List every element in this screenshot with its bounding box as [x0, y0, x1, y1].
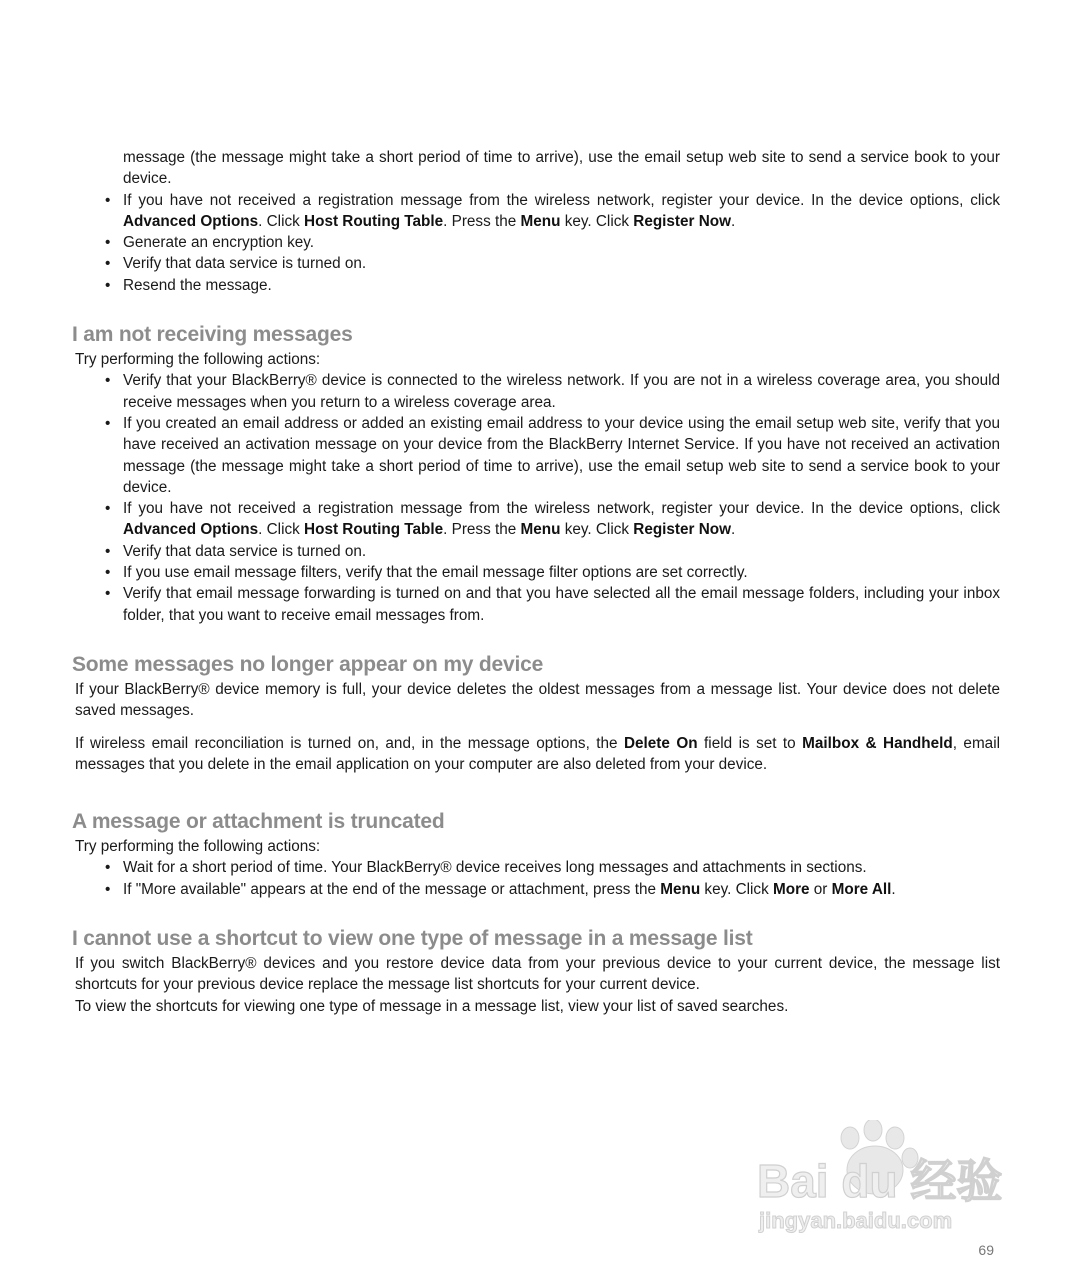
list-item: • Verify that email message forwarding is turned on and that you have selected all the email message folders, including your inbox folder, that you want to receive email messages from. — [72, 583, 1000, 626]
section-intro: Try performing the following actions: — [75, 351, 321, 369]
continuation-list — [72, 190, 1000, 296]
list-item: • Verify that data service is turned on. — [72, 253, 1000, 274]
section-paragraph: To view the shortcuts for viewing one type of message in a message list, view your list of saved searches. — [75, 997, 789, 1015]
section-heading-not-receiving: I am not receiving messages — [72, 323, 353, 347]
list-item: • If you have not received a registration message from the wireless network, register your device. In the device options, click Advanced Options. Click Host Routing Table. Press the Menu key. Click Register Now. — [72, 498, 1000, 541]
page-content — [72, 147, 1000, 1017]
continuation-text: message (the message might take a short period of time to arrive), use the email setup web site to send a service book to your device. — [123, 149, 1000, 188]
section-paragraph: If you switch BlackBerry® devices and you restore device data from your previous device to your current device, the message list shortcuts for your previous device replace the message list shortcuts for your current device. — [75, 955, 1000, 994]
truncated-list — [72, 857, 1000, 900]
section-heading-truncated: A message or attachment is truncated — [72, 810, 445, 834]
section-paragraph: If wireless email reconciliation is turned on, and, in the message options, the Delete On field is set to Mailbox & Handheld, email messages that you delete in the email application on your computer are also deleted from your device. — [75, 734, 1000, 773]
list-item: • If you created an email address or added an existing email address to your device using the email setup web site, verify that you have received an activation message on your device from the BlackBerry Internet Service. If you have not received an activation message (the message might take a short period of time to arrive), use the email setup web site to send a service book to your device. — [72, 413, 1000, 498]
list-item: • Wait for a short period of time. Your BlackBerry® device receives long messages and attachments in sections. — [72, 857, 1000, 878]
section-heading-no-longer-appear: Some messages no longer appear on my device — [72, 652, 544, 676]
section-intro: Try performing the following actions: — [75, 838, 321, 856]
list-item: • Verify that your BlackBerry® device is connected to the wireless network. If you are not in a wireless coverage area, you should receive messages when you return to a wireless coverage area. — [72, 370, 1000, 413]
watermark-url: jingyan.baidu.com — [759, 1208, 953, 1233]
page-number: 69 — [978, 1242, 994, 1258]
list-item: • If "More available" appears at the end of the message or attachment, press the Menu key. Click More or More All. — [72, 879, 1000, 900]
watermark-brand: Bai du 经验 — [757, 1155, 1003, 1207]
list-item: • If you have not received a registration message from the wireless network, register your device. In the device options, click Advanced Options. Click Host Routing Table. Press the Menu key. Click Register Now. — [72, 190, 1000, 233]
section-paragraph: If your BlackBerry® device memory is full, your device deletes the oldest messages from a message list. Your device does not delete saved messages. — [75, 680, 1000, 720]
baidu-paw-logo-icon — [755, 1120, 1005, 1235]
list-item: • Verify that data service is turned on. — [72, 541, 1000, 562]
not-receiving-list — [72, 370, 1000, 626]
list-item: • If you use email message filters, verify that the email message filter options are set correctly. — [72, 562, 1000, 583]
baidu-watermark — [755, 1120, 1005, 1235]
list-item: • Resend the message. — [72, 275, 1000, 296]
list-item: • Generate an encryption key. — [72, 232, 1000, 253]
section-heading-shortcut: I cannot use a shortcut to view one type of message in a message list — [72, 927, 753, 951]
